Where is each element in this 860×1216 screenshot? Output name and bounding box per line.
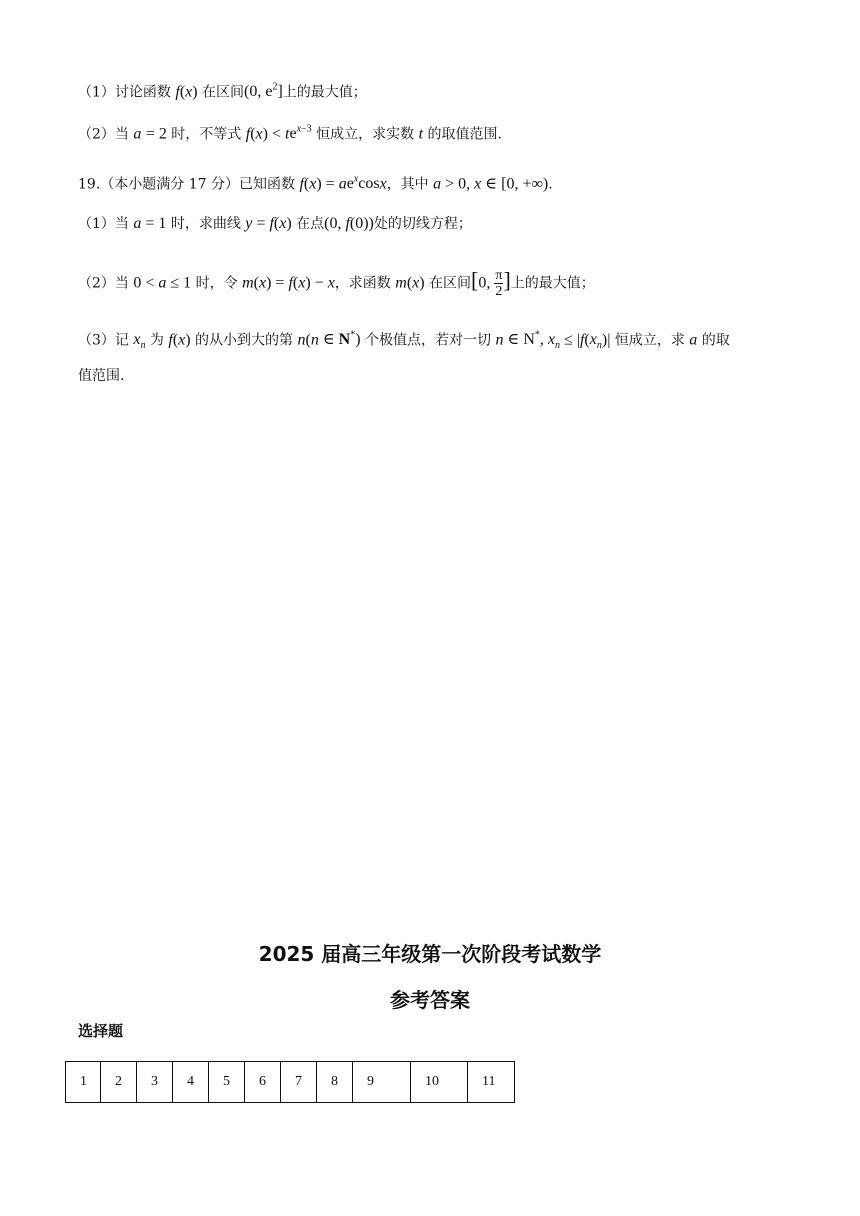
answer-cell-7: 7	[281, 1062, 317, 1103]
problem-19-part-3-line-2: 值范围.	[78, 368, 125, 384]
problem-18-part-2: （2）当 a = 2 时，不等式 $f(x) < te^{x-3}$ 恒成立，求实数 t 的取值范围.	[78, 124, 502, 143]
answer-cell-4: 4	[173, 1062, 209, 1103]
answer-title: 2025 届高三年级第一次阶段考试数学	[258, 942, 602, 966]
answer-cell-6: 6	[245, 1062, 281, 1103]
problem-19-part-2: （2）当 0 < a ≤ 1 时，令 m(x) = f(x) − x，求函数 m(x) 在区间[0, $\frac{\pi}{2}$ ]上的最大值；	[78, 267, 595, 299]
problem-18-part-1: （1）讨论函数 f(x) 在区间(0, $e^2$]上的最大值；	[78, 82, 367, 101]
problem-19-part-3-line-1: （3）记 $x_n$ 为 f(x) 的从小到大的第 n(n ∈ N*) 个极值点，若对一切 n ∈ N*, $x_n \le |f(x_n)|$ 恒成立，求 a 的取	[78, 330, 730, 352]
answer-cell-2: 2	[101, 1062, 137, 1103]
answer-cell-5: 5	[209, 1062, 245, 1103]
answer-cell-11: 11	[468, 1062, 515, 1103]
answer-cell-9: 9	[353, 1062, 411, 1103]
answer-cell-8: 8	[317, 1062, 353, 1103]
answer-cell-1: 1	[66, 1062, 101, 1103]
problem-19-header: 19.（本小题满分 17 分）已知函数 $f(x) = ae^x\cos x$，其中 a > 0, x ∈ [0, +∞).	[78, 174, 553, 193]
answer-cell-3: 3	[137, 1062, 173, 1103]
section-label-choice: 选择题	[78, 1022, 124, 1040]
answer-table-header-row	[66, 1062, 515, 1103]
answer-subtitle: 参考答案	[390, 988, 470, 1012]
problem-19-part-1: （1）当 a = 1 时，求曲线 y = f(x) 在点(0, f(0))处的切线方程；	[78, 215, 472, 232]
answer-table	[65, 1061, 515, 1103]
answer-cell-10: 10	[411, 1062, 468, 1103]
